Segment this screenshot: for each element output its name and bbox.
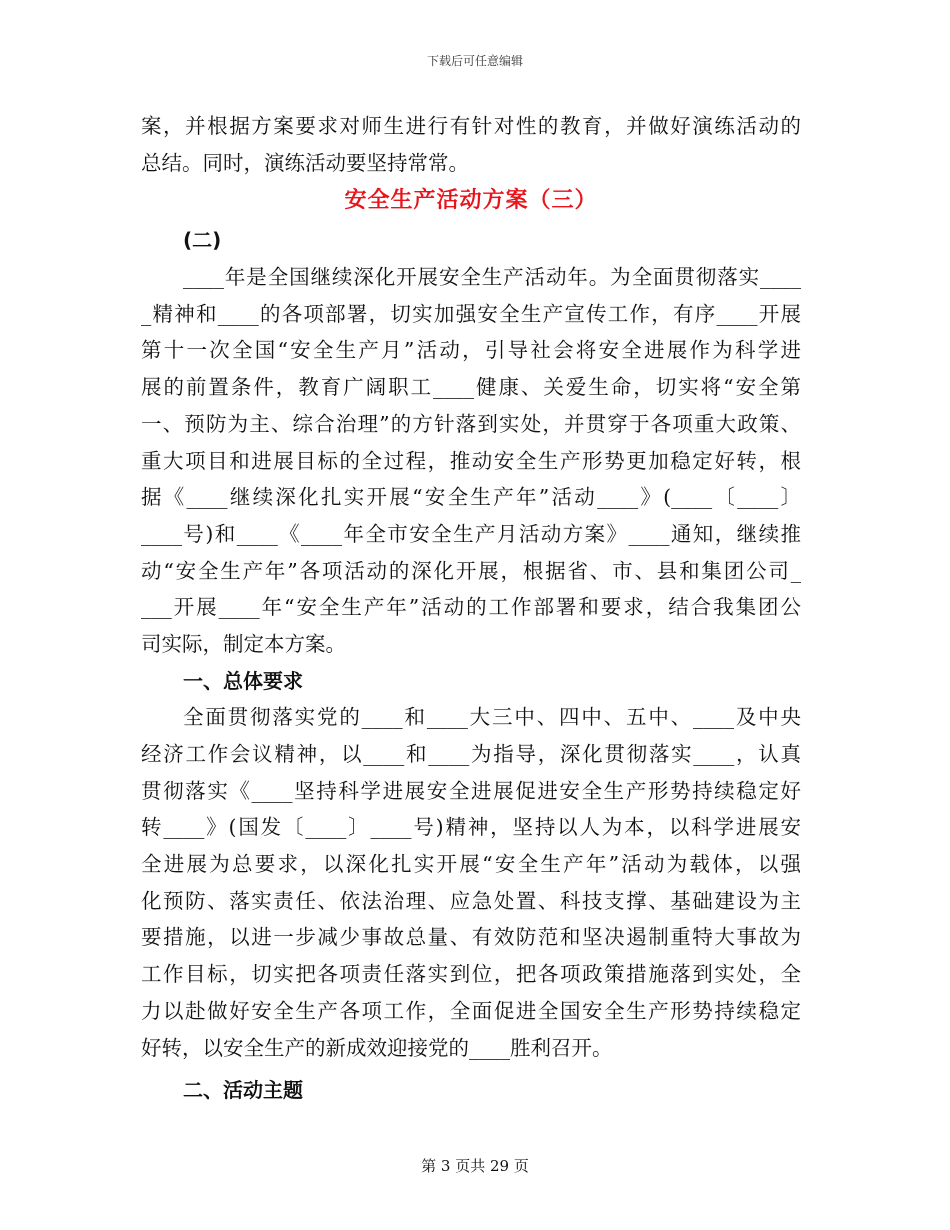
subheading: (二) — [183, 228, 222, 253]
paragraph-line: 据《____继续深化扎实开展“安全生产年”活动____》(____〔____〕 — [141, 485, 801, 510]
section-line: 化预防、落实责任、依法治理、应急处置、科技支撑、基础建设为主 — [141, 888, 801, 913]
section-line: 全进展为总要求，以深化扎实开展“安全生产年”活动为载体，以强 — [141, 852, 801, 877]
section-line: 转____》(国发〔____〕____号)精神，坚持以人为本，以科学进展安 — [141, 815, 801, 840]
paragraph-line: _精神和____的各项部署，切实加强安全生产宣传工作，有序____开展 — [141, 301, 801, 326]
section-line: 经济工作会议精神，以____和____为指导，深化贯彻落实____，认真 — [141, 742, 801, 766]
header-note: 下载后可任意编辑 — [426, 54, 523, 68]
paragraph-line: 动“安全生产年”各项活动的深化开展，根据省、市、县和集团公司_ — [141, 558, 801, 583]
paragraph-line: ____号)和____《____年全市安全生产月活动方案》____通知，继续推 — [141, 521, 801, 546]
paragraph-line: 重大项目和进展目标的全过程，推动安全生产形势更加稳定好转，根 — [141, 448, 801, 473]
section-heading: 一、总体要求 — [183, 668, 303, 693]
document-title: 安全生产活动方案（三） — [344, 188, 598, 214]
section-line: 工作目标，切实把各项责任落实到位，把各项政策措施落到实处，全 — [141, 962, 801, 987]
section-line: 贯彻落实《____坚持科学进展安全进展促进安全生产形势持续稳定好 — [141, 778, 801, 803]
section-heading: 二、活动主题 — [183, 1078, 303, 1103]
section-line: 好转，以安全生产的新成效迎接党的____胜利召开。 — [141, 1035, 613, 1060]
intro-line: 总结。同时，演练活动要坚持常常。 — [141, 150, 469, 175]
paragraph-line: 展的前置条件，教育广阔职工____健康、关爱生命，切实将“安全第 — [141, 375, 801, 400]
page-number: 第 3 页共 29 页 — [421, 1157, 529, 1175]
paragraph-line: ___开展____年“安全生产年”活动的工作部署和要求，结合我集团公 — [141, 595, 801, 620]
paragraph-line: 第十一次全国“安全生产月”活动，引导社会将安全进展作为科学进 — [141, 338, 801, 363]
intro-line: 案，并根据方案要求对师生进行有针对性的教育，并做好演练活动的 — [141, 114, 801, 138]
paragraph-line: ____年是全国继续深化开展安全生产活动年。为全面贯彻落实____ — [183, 265, 801, 290]
section-line: 全面贯彻落实党的____和____大三中、四中、五中、____及中央 — [183, 705, 801, 730]
paragraph-line: 一、预防为主、综合治理”的方针落到实处，并贯穿于各项重大政策、 — [141, 411, 801, 436]
paragraph-line: 司实际，制定本方案。 — [141, 631, 346, 656]
document-body — [141, 108, 801, 1109]
section-line: 要措施，以进一步减少事故总量、有效防范和坚决遏制重特大事故为 — [141, 925, 801, 950]
section-line: 力以赴做好安全生产各项工作，全面促进全国安全生产形势持续稳定 — [141, 998, 801, 1023]
